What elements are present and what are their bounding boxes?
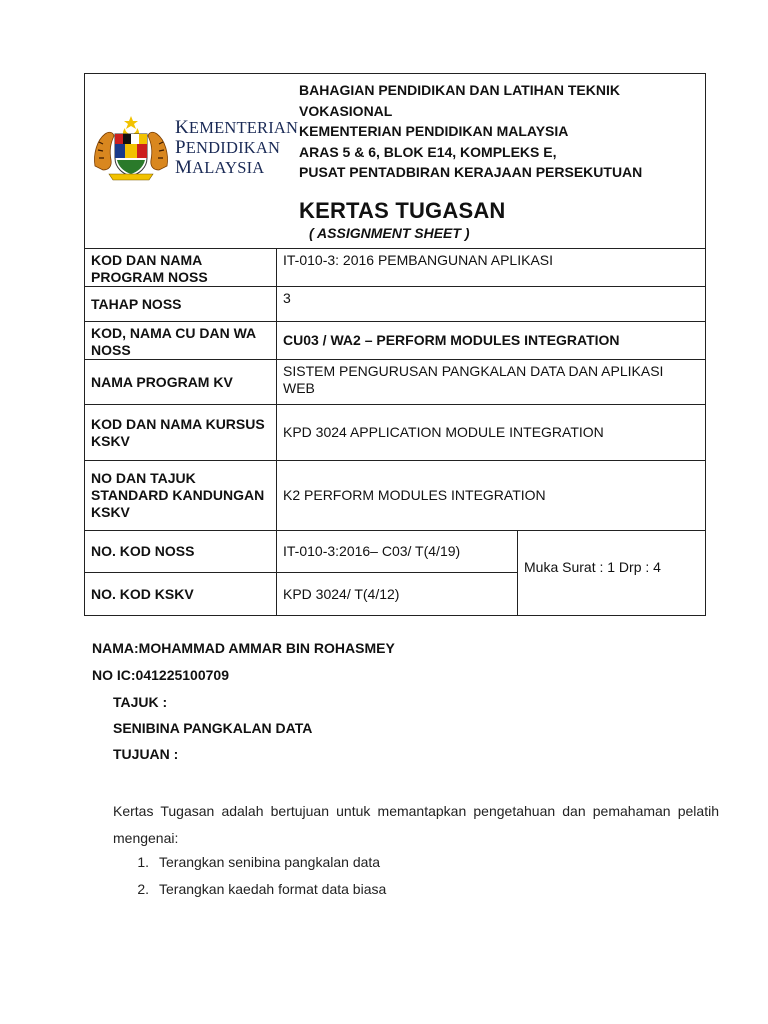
row-label: KOD DAN NAMA PROGRAM NOSS: [85, 249, 277, 287]
student-ic: NO IC:041225100709: [92, 667, 229, 683]
tujuan-label: TUJUAN :: [113, 746, 179, 762]
row-label: NAMA PROGRAM KV: [85, 360, 277, 405]
row-label: KOD DAN NAMA KURSUS KSKV: [85, 405, 277, 461]
table-row: [85, 360, 706, 405]
assignment-sheet-table: [84, 73, 705, 616]
ministry-logo-text: [175, 118, 298, 178]
logo-line1-cap: K: [175, 117, 189, 138]
list-item: [113, 852, 386, 879]
logo-line2-cap: P: [175, 137, 186, 158]
logo-line2: ENDIDIKAN: [185, 138, 281, 157]
org-line-1: BAHAGIAN PENDIDIKAN DAN LATIHAN TEKNIK VOKASIONAL: [299, 82, 620, 119]
task-text: Terangkan kaedah format data biasa: [159, 881, 387, 897]
row-label: NO DAN TAJUK STANDARD KANDUNGAN KSKV: [85, 461, 277, 531]
org-line-4: PUSAT PENTADBIRAN KERAJAAN PERSEKUTUAN: [299, 164, 643, 181]
row-label: KOD, NAMA CU DAN WA NOSS: [85, 322, 277, 360]
list-item: [113, 879, 386, 906]
row-value: KPD 3024/ T(4/12): [277, 573, 518, 616]
logo-line3: ALAYSIA: [192, 158, 265, 177]
document-title: KERTAS TUGASAN: [299, 198, 506, 223]
row-value: 3: [277, 287, 706, 322]
logo-line1: EMENTERIAN: [188, 118, 299, 137]
organization-address: [299, 80, 699, 183]
logo-line3-cap: M: [175, 157, 193, 178]
task-list: [113, 852, 386, 906]
table-row: [85, 287, 706, 322]
org-line-2: KEMENTERIAN PENDIDIKAN MALAYSIA: [299, 123, 569, 140]
row-value: IT-010-3:2016– C03/ T(4/19): [277, 531, 518, 573]
table-row: [85, 461, 706, 531]
row-value: KPD 3024 APPLICATION MODULE INTEGRATION: [277, 405, 706, 461]
org-line-3: ARAS 5 & 6, BLOK E14, KOMPLEKS E,: [299, 143, 557, 160]
table-row: [85, 249, 706, 287]
tajuk-label: TAJUK :: [113, 694, 168, 710]
header-table: [84, 73, 706, 616]
table-row: [85, 531, 706, 573]
table-row: [85, 322, 706, 360]
task-text: Terangkan senibina pangkalan data: [159, 854, 381, 870]
row-value: K2 PERFORM MODULES INTEGRATION: [277, 461, 706, 531]
tujuan-paragraph: Kertas Tugasan adalah bertujuan untuk memantapkan pengetahuan dan pemahaman pelatih mengenai:: [113, 803, 719, 846]
task-number: 1.: [137, 854, 149, 870]
row-label: NO. KOD KSKV: [85, 573, 277, 616]
document-subtitle: ( ASSIGNMENT SHEET ): [309, 225, 470, 241]
page-info: Muka Surat : 1 Drp : 4: [518, 531, 706, 616]
row-value: IT-010-3: 2016 PEMBANGUNAN APLIKASI: [277, 249, 706, 287]
task-number: 2.: [137, 881, 149, 897]
tajuk-value: SENIBINA PANGKALAN DATA: [113, 720, 313, 736]
row-value: CU03 / WA2 – PERFORM MODULES INTEGRATION: [277, 322, 706, 360]
student-name: NAMA:MOHAMMAD AMMAR BIN ROHASMEY: [92, 640, 395, 656]
header-cell: [85, 74, 706, 249]
row-label: NO. KOD NOSS: [85, 531, 277, 573]
row-value: SISTEM PENGURUSAN PANGKALAN DATA DAN APLIKASI WEB: [277, 360, 706, 405]
table-row: [85, 405, 706, 461]
row-label: TAHAP NOSS: [85, 287, 277, 322]
